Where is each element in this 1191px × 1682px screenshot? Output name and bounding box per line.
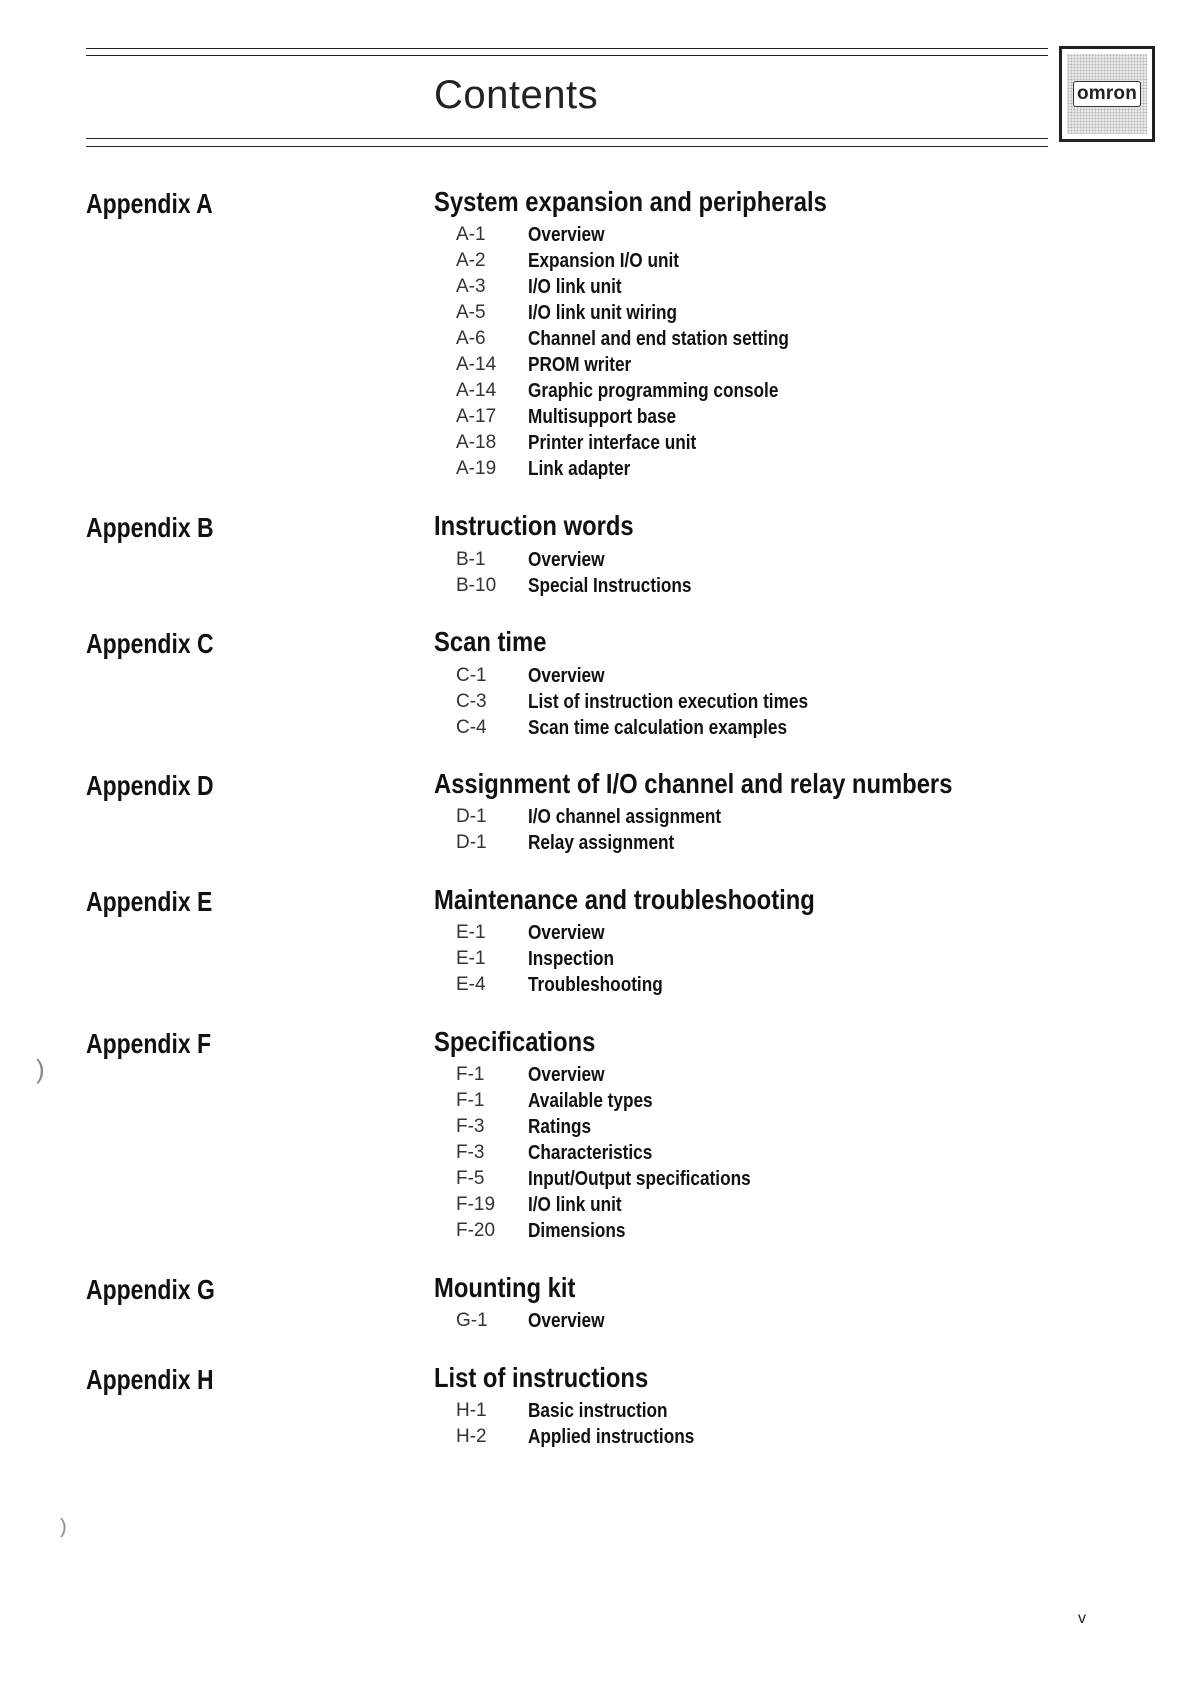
entry-page: A-3 xyxy=(456,276,486,297)
entry-page: A-6 xyxy=(456,328,486,349)
entry-title: Graphic programming console xyxy=(528,380,779,402)
entry-page: D-1 xyxy=(456,806,487,827)
entry-page: G-1 xyxy=(456,1310,488,1331)
section-title: Maintenance and troubleshooting xyxy=(434,884,815,915)
entry-title: Input/Output specifications xyxy=(528,1168,751,1190)
entry-page: F-5 xyxy=(456,1168,485,1189)
logo-background xyxy=(1067,54,1147,134)
section-title: Specifications xyxy=(434,1026,596,1057)
entry-page: C-1 xyxy=(456,665,487,686)
entry-page: F-3 xyxy=(456,1116,485,1137)
appendix-label: Appendix B xyxy=(86,512,214,543)
entry-title: Dimensions xyxy=(528,1220,626,1242)
entry-page: A-14 xyxy=(456,380,497,401)
entry-page: D-1 xyxy=(456,832,487,853)
entry-title: Applied instructions xyxy=(528,1426,695,1448)
entry-title: Basic instruction xyxy=(528,1400,668,1422)
appendix-label: Appendix E xyxy=(86,886,213,917)
entry-title: Channel and end station setting xyxy=(528,328,789,350)
entry-title: Special Instructions xyxy=(528,575,692,597)
entry-page: A-17 xyxy=(456,406,497,427)
header-rule-bottom-1 xyxy=(86,138,1048,139)
entry-title: Printer interface unit xyxy=(528,432,697,454)
entry-page: F-1 xyxy=(456,1090,485,1111)
entry-page: H-1 xyxy=(456,1400,487,1421)
page-number: v xyxy=(1078,1610,1086,1627)
entry-title: I/O link unit xyxy=(528,276,622,298)
entry-page: A-19 xyxy=(456,458,497,479)
entry-title: I/O link unit wiring xyxy=(528,302,678,324)
section-title: Assignment of I/O channel and relay numbers xyxy=(434,768,953,799)
entry-page: H-2 xyxy=(456,1426,487,1447)
entry-page: A-2 xyxy=(456,250,486,271)
section-title: System expansion and peripherals xyxy=(434,186,827,217)
entry-page: F-3 xyxy=(456,1142,485,1163)
header-rule-top-2 xyxy=(86,55,1048,56)
entry-page: A-18 xyxy=(456,432,497,453)
entry-page: E-1 xyxy=(456,922,486,943)
appendix-label: Appendix C xyxy=(86,628,214,659)
entry-title: Overview xyxy=(528,665,605,687)
entry-page: B-10 xyxy=(456,575,497,596)
entry-title: Link adapter xyxy=(528,458,631,480)
section-title: Instruction words xyxy=(434,510,634,541)
scan-mark: ) xyxy=(36,1054,45,1084)
entry-title: I/O channel assignment xyxy=(528,806,722,828)
entry-title: Overview xyxy=(528,1064,605,1086)
entry-page: E-4 xyxy=(456,974,486,995)
entry-page: A-1 xyxy=(456,224,486,245)
entry-title: Inspection xyxy=(528,948,615,970)
entry-title: Overview xyxy=(528,1310,605,1332)
logo-text: omron xyxy=(1073,81,1141,107)
header-rule-top-1 xyxy=(86,48,1048,49)
entry-page: E-1 xyxy=(456,948,486,969)
entry-page: A-14 xyxy=(456,354,497,375)
section-title: List of instructions xyxy=(434,1362,649,1393)
entry-page: C-3 xyxy=(456,691,487,712)
header-rule-bottom-2 xyxy=(86,146,1048,147)
entry-page: F-20 xyxy=(456,1220,496,1241)
entry-title: Expansion I/O unit xyxy=(528,250,679,272)
entry-page: A-5 xyxy=(456,302,486,323)
entry-title: Available types xyxy=(528,1090,653,1112)
entry-page: C-4 xyxy=(456,717,487,738)
entry-title: Overview xyxy=(528,224,605,246)
page-title: Contents xyxy=(434,73,599,117)
entry-page: F-1 xyxy=(456,1064,485,1085)
omron-logo xyxy=(1059,46,1155,142)
section-title: Scan time xyxy=(434,626,547,657)
entry-title: Ratings xyxy=(528,1116,592,1138)
entry-title: PROM writer xyxy=(528,354,632,376)
section-title: Mounting kit xyxy=(434,1272,576,1303)
appendix-label: Appendix H xyxy=(86,1364,214,1395)
entry-title: Relay assignment xyxy=(528,832,675,854)
scan-mark: ) xyxy=(60,1516,67,1538)
appendix-label: Appendix D xyxy=(86,770,214,801)
entry-title: Overview xyxy=(528,549,605,571)
entry-title: I/O link unit xyxy=(528,1194,622,1216)
entry-title: Scan time calculation examples xyxy=(528,717,788,739)
entry-title: Overview xyxy=(528,922,605,944)
appendix-label: Appendix A xyxy=(86,188,213,219)
appendix-label: Appendix F xyxy=(86,1028,212,1059)
entry-title: Characteristics xyxy=(528,1142,653,1164)
entry-title: Troubleshooting xyxy=(528,974,663,996)
entry-page: F-19 xyxy=(456,1194,496,1215)
entry-title: Multisupport base xyxy=(528,406,677,428)
entry-title: List of instruction execution times xyxy=(528,691,809,713)
appendix-label: Appendix G xyxy=(86,1274,215,1305)
entry-page: B-1 xyxy=(456,549,486,570)
